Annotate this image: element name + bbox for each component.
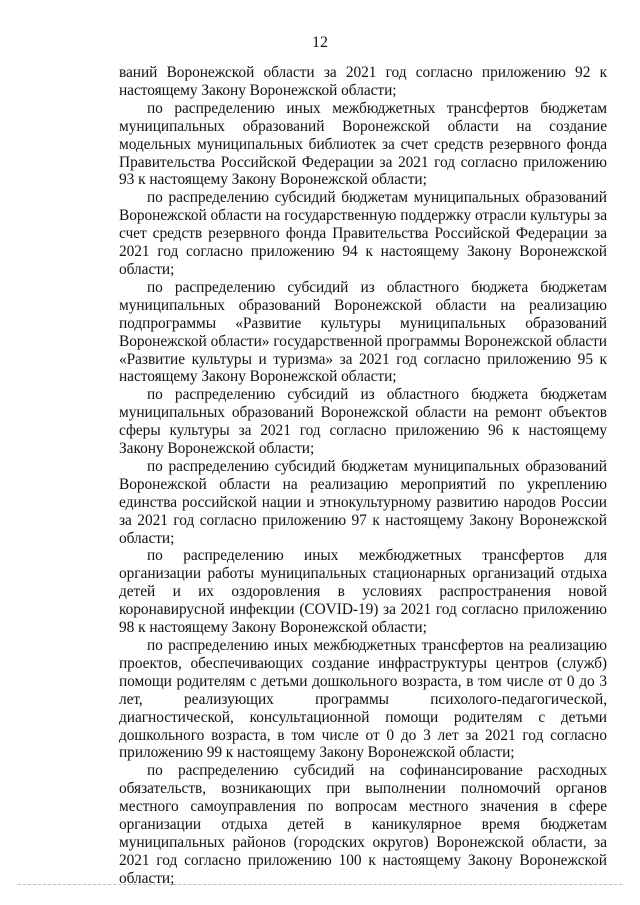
paragraph-9: по распределению субсидий на софинансирование расходных обязательств, возникающих при выполнении полномочий органов местного самоуправления по вопросам местного значения в сфере организации отдыха детей в каникулярное время бюджетам муниципальных районов (городских округов) Воронежской области, за 2021 год согласно приложению 100 к настоящему Закону Воронежской области; bbox=[119, 762, 607, 887]
paragraph-8: по распределению иных межбюджетных трансфертов на реализацию проектов, обеспечивающих создание инфраструктуры центров (служб) помощи родителям с детьми дошкольного возраста, в том числе от 0 до 3 лет, реализующих программы психолого-педагогической, диагностической, консультационной помощи родителям с детьми дошкольного возраста, в том числе от 0 до 3 лет за 2021 год согласно приложению 99 к настоящему Закону Воронежской области; bbox=[119, 637, 607, 762]
page-number: 12 bbox=[312, 34, 328, 51]
paragraph-5: по распределению субсидий из областного бюджета бюджетам муниципальных образований Воронежской области на ремонт объектов сферы культуры за 2021 год согласно приложению 96 к настоящему Закону Воронежской области; bbox=[119, 386, 607, 458]
page-bottom-divider bbox=[18, 884, 622, 885]
document-body bbox=[119, 64, 607, 888]
paragraph-2: по распределению иных межбюджетных трансфертов бюджетам муниципальных образований Воронежской области на создание модельных муниципальных библиотек за счет средств резервного фонда Правительства Российской Федерации за 2021 год согласно приложению 93 к настоящему Закону Воронежской области; bbox=[119, 99, 607, 189]
paragraph-7: по распределению иных межбюджетных трансфертов для организации работы муниципальных стационарных организаций отдыха детей и их оздоровления в условиях распространения новой коронавирусной инфекции (COVID-19) за 2021 год согласно приложению 98 к настоящему Закону Воронежской области; bbox=[119, 547, 607, 637]
paragraph-3: по распределению субсидий бюджетам муниципальных образований Воронежской области на государственную поддержку отрасли культуры за счет средств резервного фонда Правительства Российской Федерации за 2021 год согласно приложению 94 к настоящему Закону Воронежской области; bbox=[119, 189, 607, 278]
paragraph-1: ваний Воронежской области за 2021 год согласно приложению 92 к настоящему Закону Воронежской области; bbox=[119, 64, 607, 99]
paragraph-6: по распределению субсидий бюджетам муниципальных образований Воронежской области на реализацию мероприятий по укреплению единства российской нации и этнокультурному развитию народов России за 2021 год согласно приложению 97 к настоящему Закону Воронежской области; bbox=[119, 457, 607, 547]
paragraph-4: по распределению субсидий из областного бюджета бюджетам муниципальных образований Воронежской области на реализацию подпрограммы «Развитие культуры муниципальных образований Воронежской области» государственной программы Воронежской области «Развитие культуры и туризма» за 2021 год согласно приложению 95 к настоящему Закону Воронежской области; bbox=[119, 278, 607, 386]
